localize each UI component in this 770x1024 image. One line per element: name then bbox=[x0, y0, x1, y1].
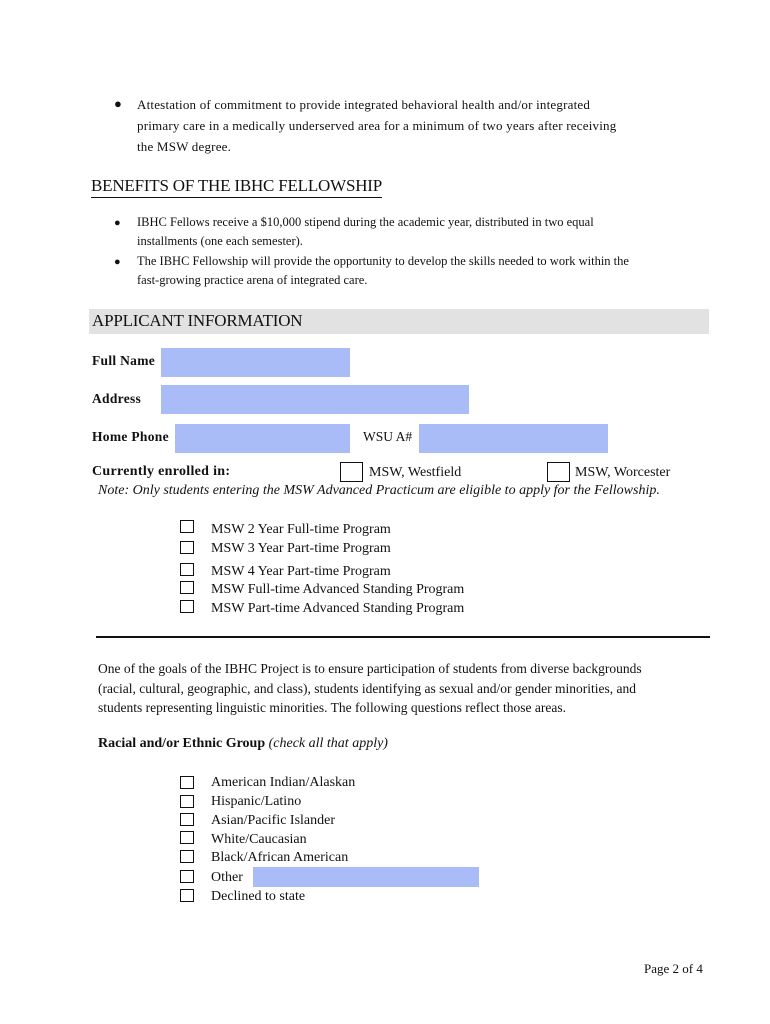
diversity-line-3: students representing linguistic minorities. The following questions reflect those areas. bbox=[98, 700, 567, 715]
racial-group-hint: (check all that apply) bbox=[268, 736, 388, 751]
ethnicity-checkbox[interactable] bbox=[180, 813, 194, 826]
diversity-line-2: (racial, cultural, geographic, and class), students identifying as sexual and/or gender minorities, and bbox=[98, 680, 636, 696]
ethnicity-option: Hispanic/Latino bbox=[211, 794, 302, 809]
applicant-header-band bbox=[89, 309, 709, 334]
address-label: Address bbox=[92, 391, 142, 406]
ethnicity-checkbox[interactable] bbox=[180, 889, 194, 902]
worcester-label: MSW, Worcester bbox=[575, 465, 671, 480]
ethnicity-checkbox[interactable] bbox=[180, 870, 194, 883]
program-checkbox[interactable] bbox=[180, 520, 194, 533]
diversity-paragraph bbox=[98, 659, 718, 718]
program-checkbox[interactable] bbox=[180, 541, 194, 554]
diversity-line-1: One of the goals of the IBHC Project is to ensure participation of students from diverse backgrounds bbox=[98, 661, 642, 676]
program-checkbox[interactable] bbox=[180, 581, 194, 594]
ethnicity-checkbox[interactable] bbox=[180, 795, 194, 808]
bullet-dot: ● bbox=[114, 256, 121, 268]
benefit-1-line-1: IBHC Fellows receive a $10,000 stipend during the academic year, distributed in two equal bbox=[137, 215, 594, 229]
ethnicity-option: Black/African American bbox=[211, 850, 349, 865]
racial-group-heading bbox=[98, 736, 388, 752]
program-checkbox[interactable] bbox=[180, 600, 194, 613]
ethnicity-option: White/Caucasian bbox=[211, 832, 307, 847]
home-phone-field[interactable] bbox=[175, 424, 350, 453]
program-option: MSW 2 Year Full-time Program bbox=[211, 522, 391, 537]
wsu-id-field[interactable] bbox=[419, 424, 608, 453]
benefits-title: BENEFITS OF THE IBHC FELLOWSHIP bbox=[91, 176, 382, 198]
racial-group-label: Racial and/or Ethnic Group bbox=[98, 736, 266, 751]
ethnicity-checkbox[interactable] bbox=[180, 831, 194, 844]
program-option: MSW 4 Year Part-time Program bbox=[211, 564, 391, 579]
full-name-label: Full Name bbox=[92, 353, 156, 368]
ethnicity-option: Other bbox=[211, 870, 243, 885]
program-option: MSW Full-time Advanced Standing Program bbox=[211, 582, 465, 597]
page-number: Page 2 of 4 bbox=[644, 961, 703, 976]
applicant-title: APPLICANT INFORMATION bbox=[92, 311, 303, 330]
wsu-label: WSU A# bbox=[363, 429, 413, 444]
bullet-dot: ● bbox=[114, 217, 121, 229]
benefit-2-line-2: fast-growing practice arena of integrated care. bbox=[137, 273, 368, 287]
ethnicity-checkbox[interactable] bbox=[180, 776, 194, 789]
home-phone-label: Home Phone bbox=[92, 429, 169, 444]
program-checkbox[interactable] bbox=[180, 563, 194, 576]
benefit-item bbox=[137, 213, 737, 251]
attestation-line-3: the MSW degree. bbox=[137, 139, 232, 154]
program-option: MSW Part-time Advanced Standing Program bbox=[211, 601, 465, 616]
westfield-label: MSW, Westfield bbox=[369, 465, 462, 480]
benefit-2-line-1: The IBHC Fellowship will provide the opportunity to develop the skills needed to work within the bbox=[137, 254, 629, 268]
ethnicity-checkbox[interactable] bbox=[180, 850, 194, 863]
ethnicity-option: Declined to state bbox=[211, 889, 306, 904]
westfield-checkbox[interactable] bbox=[340, 462, 363, 482]
eligibility-note: Note: Only students entering the MSW Advanced Practicum are eligible to apply for the Fellowship. bbox=[98, 483, 660, 498]
ethnicity-option: Asian/Pacific Islander bbox=[211, 813, 336, 828]
attestation-line-2: primary care in a medically underserved area for a minimum of two years after receiving bbox=[137, 118, 617, 133]
benefit-1-line-2: installments (one each semester). bbox=[137, 234, 303, 248]
enrolled-label: Currently enrolled in: bbox=[92, 464, 231, 479]
benefit-item bbox=[137, 252, 737, 290]
other-ethnicity-field[interactable] bbox=[253, 867, 479, 887]
program-option: MSW 3 Year Part-time Program bbox=[211, 541, 391, 556]
address-field[interactable] bbox=[161, 385, 469, 414]
worcester-checkbox[interactable] bbox=[547, 462, 570, 482]
bullet-dot: ● bbox=[114, 96, 122, 111]
ethnicity-option: American Indian/Alaskan bbox=[211, 775, 356, 790]
attestation-line-1: Attestation of commitment to provide integrated behavioral health and/or integrated bbox=[137, 97, 591, 112]
attestation-bullet bbox=[137, 94, 737, 157]
section-divider bbox=[96, 636, 710, 638]
full-name-field[interactable] bbox=[161, 348, 350, 377]
